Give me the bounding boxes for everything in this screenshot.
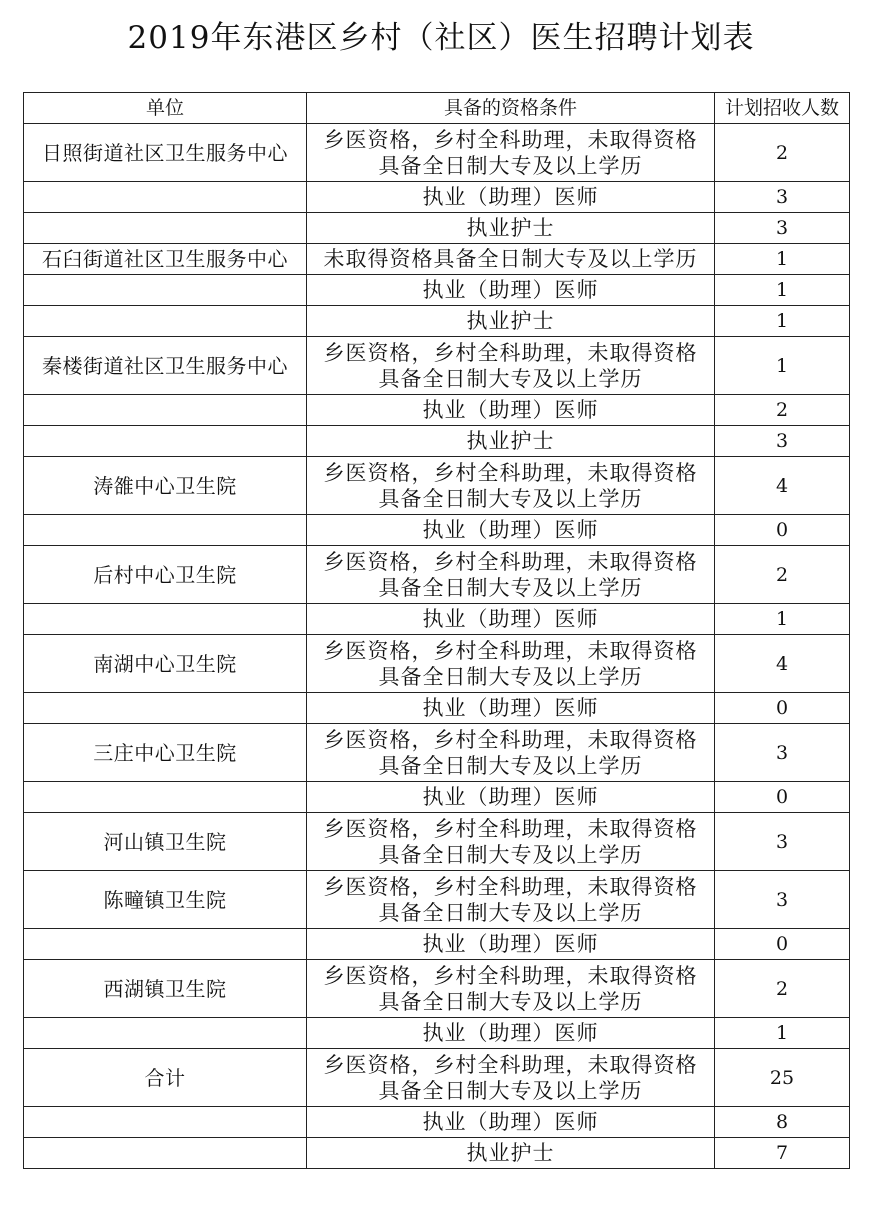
count-cell: 0: [715, 782, 850, 813]
header-count: 计划招收人数: [715, 93, 850, 124]
condition-cell: [307, 395, 715, 426]
condition-line: 具备全日制大专及以上学历: [378, 842, 643, 867]
count-cell: 1: [715, 306, 850, 337]
condition-line: 执业（助理）医师: [422, 1110, 599, 1134]
condition-line: 乡医资格，乡村全科助理，未取得资格: [323, 963, 698, 988]
unit-cell: 南湖中心卫生院: [24, 635, 307, 693]
table-row: [24, 457, 850, 515]
unit-cell: 石臼街道社区卫生服务中心: [24, 244, 307, 275]
condition-cell: [307, 457, 715, 515]
unit-cell: [24, 604, 307, 635]
condition-line: 乡医资格，乡村全科助理，未取得资格: [323, 127, 698, 152]
condition-line: 执业（助理）医师: [422, 785, 599, 809]
header-unit: 单位: [24, 93, 307, 124]
condition-line: 具备全日制大专及以上学历: [378, 1078, 643, 1103]
unit-cell: [24, 693, 307, 724]
unit-cell: [24, 929, 307, 960]
condition-cell: [307, 182, 715, 213]
table-row: [24, 1018, 850, 1049]
condition-cell: [307, 929, 715, 960]
table-row: [24, 395, 850, 426]
condition-cell: [307, 1018, 715, 1049]
unit-cell: 陈疃镇卫生院: [24, 871, 307, 929]
condition-line: 执业护士: [466, 216, 555, 240]
count-cell: 2: [715, 395, 850, 426]
condition-line: 执业（助理）医师: [422, 518, 599, 542]
condition-line: 具备全日制大专及以上学历: [378, 989, 643, 1014]
unit-cell: 日照街道社区卫生服务中心: [24, 124, 307, 182]
condition-cell: [307, 604, 715, 635]
table-row: [24, 182, 850, 213]
unit-cell: 涛雒中心卫生院: [24, 457, 307, 515]
count-cell: 3: [715, 426, 850, 457]
header-condition: 具备的资格条件: [307, 93, 715, 124]
condition-cell: [307, 1138, 715, 1169]
condition-line: 执业（助理）医师: [422, 185, 599, 209]
unit-cell: [24, 213, 307, 244]
condition-line: 乡医资格，乡村全科助理，未取得资格: [323, 1052, 698, 1077]
count-cell: 3: [715, 724, 850, 782]
count-cell: 1: [715, 244, 850, 275]
table-row: [24, 1107, 850, 1138]
condition-line: 乡医资格，乡村全科助理，未取得资格: [323, 638, 698, 663]
table-row: [24, 213, 850, 244]
unit-cell: [24, 306, 307, 337]
table-row: [24, 604, 850, 635]
condition-line: 具备全日制大专及以上学历: [378, 664, 643, 689]
count-cell: 0: [715, 693, 850, 724]
condition-line: 执业（助理）医师: [422, 607, 599, 631]
condition-cell: [307, 337, 715, 395]
count-cell: 25: [715, 1049, 850, 1107]
condition-line: 执业护士: [466, 1141, 555, 1165]
count-cell: 1: [715, 1018, 850, 1049]
unit-cell: [24, 426, 307, 457]
condition-line: 执业（助理）医师: [422, 696, 599, 720]
condition-line: 乡医资格，乡村全科助理，未取得资格: [323, 816, 698, 841]
table-row: [24, 813, 850, 871]
count-cell: 3: [715, 871, 850, 929]
table-row: [24, 871, 850, 929]
condition-line: 执业（助理）医师: [422, 278, 599, 302]
count-cell: 2: [715, 124, 850, 182]
count-cell: 8: [715, 1107, 850, 1138]
unit-cell: [24, 515, 307, 546]
condition-line: 未取得资格具备全日制大专及以上学历: [323, 247, 698, 271]
table-row: [24, 693, 850, 724]
unit-cell: 三庄中心卫生院: [24, 724, 307, 782]
table-header-row: [24, 93, 850, 124]
count-cell: 2: [715, 960, 850, 1018]
table-row: [24, 1049, 850, 1107]
condition-line: 乡医资格，乡村全科助理，未取得资格: [323, 460, 698, 485]
condition-cell: [307, 960, 715, 1018]
table-body: [24, 124, 850, 1169]
condition-cell: [307, 693, 715, 724]
condition-cell: [307, 635, 715, 693]
table-row: [24, 1138, 850, 1169]
count-cell: 4: [715, 635, 850, 693]
table-row: [24, 426, 850, 457]
count-cell: 3: [715, 213, 850, 244]
count-cell: 1: [715, 604, 850, 635]
count-cell: 7: [715, 1138, 850, 1169]
condition-line: 具备全日制大专及以上学历: [378, 366, 643, 391]
condition-line: 执业护士: [466, 309, 555, 333]
unit-cell: [24, 782, 307, 813]
condition-line: 具备全日制大专及以上学历: [378, 153, 643, 178]
condition-line: 执业（助理）医师: [422, 1021, 599, 1045]
condition-cell: [307, 871, 715, 929]
condition-line: 乡医资格，乡村全科助理，未取得资格: [323, 340, 698, 365]
page-title: 2019年东港区乡村（社区）医生招聘计划表: [127, 20, 755, 56]
condition-line: 乡医资格，乡村全科助理，未取得资格: [323, 549, 698, 574]
unit-cell: 河山镇卫生院: [24, 813, 307, 871]
table-row: [24, 275, 850, 306]
table-row: [24, 724, 850, 782]
unit-cell: [24, 1138, 307, 1169]
condition-cell: [307, 244, 715, 275]
unit-cell: [24, 1107, 307, 1138]
table-row: [24, 337, 850, 395]
unit-cell: 后村中心卫生院: [24, 546, 307, 604]
table-row: [24, 244, 850, 275]
count-cell: 0: [715, 515, 850, 546]
condition-cell: [307, 546, 715, 604]
condition-cell: [307, 275, 715, 306]
unit-cell: 合计: [24, 1049, 307, 1107]
condition-cell: [307, 724, 715, 782]
condition-line: 具备全日制大专及以上学历: [378, 486, 643, 511]
condition-cell: [307, 1107, 715, 1138]
condition-line: 具备全日制大专及以上学历: [378, 753, 643, 778]
table-row: [24, 546, 850, 604]
condition-cell: [307, 515, 715, 546]
unit-cell: 秦楼街道社区卫生服务中心: [24, 337, 307, 395]
count-cell: 0: [715, 929, 850, 960]
count-cell: 4: [715, 457, 850, 515]
count-cell: 2: [715, 546, 850, 604]
condition-cell: [307, 1049, 715, 1107]
count-cell: 3: [715, 182, 850, 213]
unit-cell: 西湖镇卫生院: [24, 960, 307, 1018]
unit-cell: [24, 182, 307, 213]
unit-cell: [24, 275, 307, 306]
table-row: [24, 306, 850, 337]
table-row: [24, 960, 850, 1018]
recruitment-plan-table: [23, 92, 850, 1169]
condition-line: 乡医资格，乡村全科助理，未取得资格: [323, 727, 698, 752]
table-row: [24, 782, 850, 813]
count-cell: 3: [715, 813, 850, 871]
condition-cell: [307, 124, 715, 182]
table-row: [24, 124, 850, 182]
condition-line: 执业护士: [466, 429, 555, 453]
condition-cell: [307, 782, 715, 813]
condition-cell: [307, 426, 715, 457]
condition-cell: [307, 813, 715, 871]
count-cell: 1: [715, 337, 850, 395]
condition-cell: [307, 213, 715, 244]
condition-line: 具备全日制大专及以上学历: [378, 900, 643, 925]
table-row: [24, 515, 850, 546]
unit-cell: [24, 1018, 307, 1049]
count-cell: 1: [715, 275, 850, 306]
unit-cell: [24, 395, 307, 426]
condition-line: 具备全日制大专及以上学历: [378, 575, 643, 600]
condition-line: 执业（助理）医师: [422, 932, 599, 956]
condition-line: 乡医资格，乡村全科助理，未取得资格: [323, 874, 698, 899]
table-row: [24, 635, 850, 693]
table-row: [24, 929, 850, 960]
condition-line: 执业（助理）医师: [422, 398, 599, 422]
condition-cell: [307, 306, 715, 337]
